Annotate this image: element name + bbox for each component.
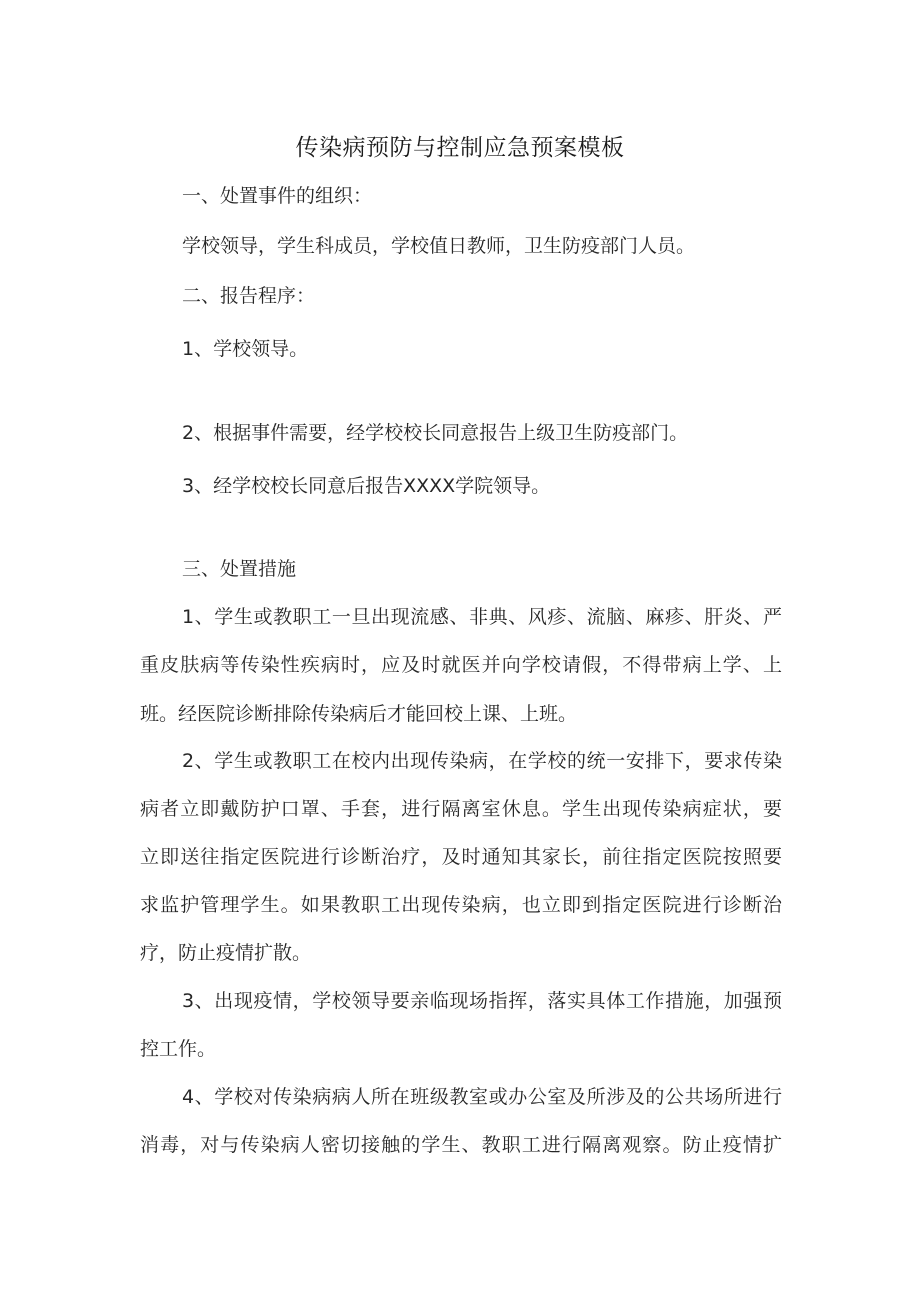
document-title: 传染病预防与控制应急预案模板 [295,135,625,161]
section-heading-report: 二、报告程序： [182,285,316,307]
organization-members: 学校领导，学生科成员，学校值日教师，卫生防疫部门人员。 [182,235,696,257]
measure-4-line-1: 4、学校对传染病病人所在班级教室或办公室及所涉及的公共场所进行 [182,1086,782,1108]
report-step-2: 2、根据事件需要，经学校校长同意报告上级卫生防疫部门。 [182,422,689,444]
measure-2-line-1: 2、学生或教职工在校内出现传染病，在学校的统一安排下，要求传染 [182,750,782,772]
measure-2-line-4: 求监护管理学生。如果教职工出现传染病，也立即到指定医院进行诊断治 [140,894,782,916]
measure-2-line-3: 立即送往指定医院进行诊断治疗，及时通知其家长，前往指定医院按照要 [140,846,782,868]
measure-3-line-2: 控工作。 [140,1038,217,1060]
measure-2-line-2: 病者立即戴防护口罩、手套，进行隔离室休息。学生出现传染病症状，要 [140,798,782,820]
measure-1-line-2: 重皮肤病等传染性疾病时，应及时就医并向学校请假，不得带病上学、上 [140,654,782,676]
measure-3-line-1: 3、出现疫情，学校领导要亲临现场指挥，落实具体工作措施，加强预 [182,990,782,1012]
measure-1-line-3: 班。经医院诊断排除传染病后才能回校上课、上班。 [140,703,578,725]
report-step-1: 1、学校领导。 [182,338,309,360]
section-heading-measures: 三、处置措施 [182,558,297,580]
section-heading-organization: 一、处置事件的组织： [182,185,373,207]
report-step-3: 3、经学校校长同意后报告XXXX学院领导。 [182,475,551,497]
measure-4-line-2: 消毒，对与传染病人密切接触的学生、教职工进行隔离观察。防止疫情扩 [140,1134,782,1156]
measure-2-line-5: 疗，防止疫情扩散。 [140,942,312,964]
measure-1-line-1: 1、学生或教职工一旦出现流感、非典、风疹、流脑、麻疹、肝炎、严 [182,606,782,628]
